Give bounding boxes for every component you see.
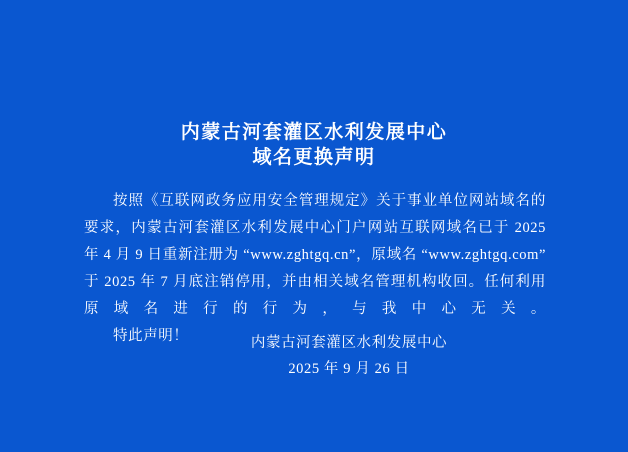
body-paragraph-1: 按照《互联网政务应用安全管理规定》关于事业单位网站域名的要求，内蒙古河套灌区水利发展中心门户网站互联网域名已于 2025 年 4 月 9 日重新注册为 “www.zghtgq.cn”，原域名 “www.zghtgq.com” 于 2025 年 7 月底注销停用，并由相关域名管理机构收回。任何利用原域名进行的行为，与我中心无关。 (84, 193, 546, 317)
title-line-1: 内蒙古河套灌区水利发展中心 (180, 122, 448, 143)
signature-date: 2025 年 9 月 26 日 (288, 361, 410, 377)
signature-block (62, 330, 566, 382)
announcement-body (84, 188, 546, 350)
announcement-content (62, 0, 566, 452)
title-line-2: 域名更换声明 (252, 147, 376, 168)
body-paragraph-2: 特此声明！ (113, 328, 189, 344)
signature-organization: 内蒙古河套灌区水利发展中心 (250, 335, 448, 351)
page-title (62, 120, 566, 170)
